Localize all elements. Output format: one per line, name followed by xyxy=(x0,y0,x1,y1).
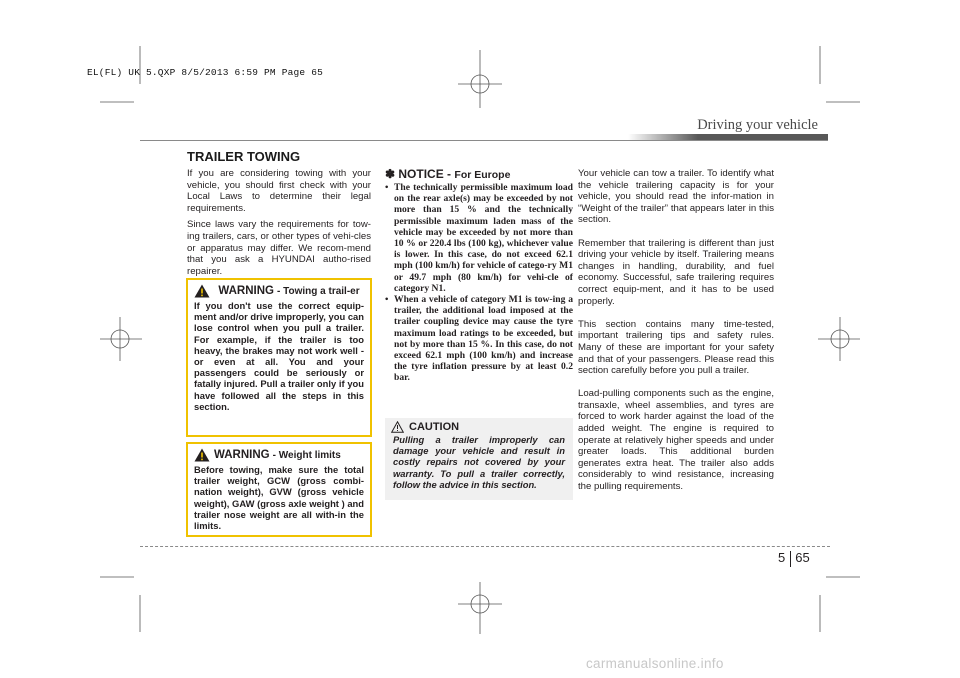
warning-text: If you don't use the correct equip-ment and/or drive improperly, you can lose control when you pull a trailer. For example, if the trailer is too heavy, the brakes may not work well - or even at all. You and your passengers could be seriously or fatally injured. Pull a trailer only if you have followed all the steps in this section. xyxy=(194,300,364,412)
header-rule xyxy=(140,140,828,141)
warning-label: WARNING xyxy=(218,285,274,297)
right-paragraph-3: This section contains many time-tested, important trailering tips and safety rules. Many of these are important for your safety and that of your passengers. Please read this section carefully before you pull a trailer. xyxy=(578,318,774,377)
warning-subtitle: - Towing a trail-er xyxy=(277,286,360,297)
right-paragraph-1: Your vehicle can tow a trailer. To identify what the vehicle trailering capacity is for your vehicle, you should read the infor-mation in “Weight of the trailer” that appears later in this section. xyxy=(578,168,774,226)
warning-box-weight xyxy=(186,442,372,537)
print-slug: EL(FL) UK 5.QXP 8/5/2013 6:59 PM Page 65 xyxy=(87,67,324,78)
intro-paragraph-2: Since laws vary the requirements for tow-ing trailers, cars, or other types of vehi-cles or apparatus may differ. We recom-mend that you ask a HYUNDAI autho-rised repairer. xyxy=(187,219,371,277)
warning-triangle-icon xyxy=(194,284,210,298)
caution-triangle-icon xyxy=(391,421,404,433)
warning-header xyxy=(188,280,370,300)
caution-box xyxy=(385,418,573,500)
notice-item: • The technically permissible maximum load on the rear axle(s) may be exceeded by not more than 15 % and the technically permissible maximum laden mass of the vehicle may be exceeded by not more than 10 % or 220.4 lbs (100 kg), whichever value is lower. In this case, do not exceed 62.1 mph (100 km/h) for vehicle of catego-ry M1 or 49.7 mph (80 km/h) for vehi-cle of category N1. xyxy=(385,182,573,294)
notice-title xyxy=(385,167,510,181)
notice-list xyxy=(385,182,573,384)
intro-column xyxy=(187,168,371,282)
warning-subtitle: - Weight limits xyxy=(272,450,341,461)
warning-box-towing xyxy=(186,278,372,437)
footer-dashed-rule xyxy=(140,546,830,547)
page-number xyxy=(778,550,810,567)
page-number-separator xyxy=(790,551,791,567)
right-column xyxy=(578,168,774,504)
caution-text: Pulling a trailer improperly can damage your vehicle and result in costly repairs not covered by your warranty. To pull a trailer correctly, follow the advice in this section. xyxy=(393,434,565,490)
watermark: carmanualsonline.info xyxy=(586,656,724,671)
warning-text: Before towing, make sure the total trailer weight, GCW (gross combi-nation weight), GVW (gross vehicle weight), GAW (gross axle weight ) and trailer nose weight are all with-in the limits. xyxy=(194,464,364,532)
warning-header xyxy=(188,444,370,464)
warning-triangle-icon xyxy=(194,448,210,462)
right-paragraph-2: Remember that trailering is different than just driving your vehicle by itself. Trailering means changes in handling, durability, and fuel economy. Successful, safe trailering requires correct equip-ment, and it has to be used properly. xyxy=(578,237,774,307)
page-number-value: 65 xyxy=(795,550,810,565)
right-paragraph-4: Load-pulling components such as the engine, transaxle, wheel assemblies, and tyres are forced to work harder against the load of the added weight. The engine is required to operate at relatively higher speeds and under greater loads. This additional burden generates extra heat. The trailer also adds considerably to wind resistance, increasing the pulling requirements. xyxy=(578,388,774,493)
notice-label: ✽ NOTICE - xyxy=(385,167,452,181)
caution-header xyxy=(385,418,573,434)
notice-subtitle: For Europe xyxy=(454,169,511,181)
caution-label: CAUTION xyxy=(409,421,460,433)
warning-label: WARNING xyxy=(214,449,270,461)
page-header-title: Driving your vehicle xyxy=(697,117,818,133)
chapter-number: 5 xyxy=(778,550,786,565)
notice-item: • When a vehicle of category M1 is tow-ing a trailer, the additional load imposed at the trailer coupling device may cause the tyre maximum load ratings to be exceeded, but not by more than 15 %. In this case, do not exceed 62.1 mph (100 km/h) and increase the tyre inflation pressure by at least 0.2 bar. xyxy=(385,294,573,384)
intro-paragraph-1: If you are considering towing with your vehicle, you should first check with your Local Laws to determine their legal requirements. xyxy=(187,168,371,214)
section-title: TRAILER TOWING xyxy=(187,149,301,164)
